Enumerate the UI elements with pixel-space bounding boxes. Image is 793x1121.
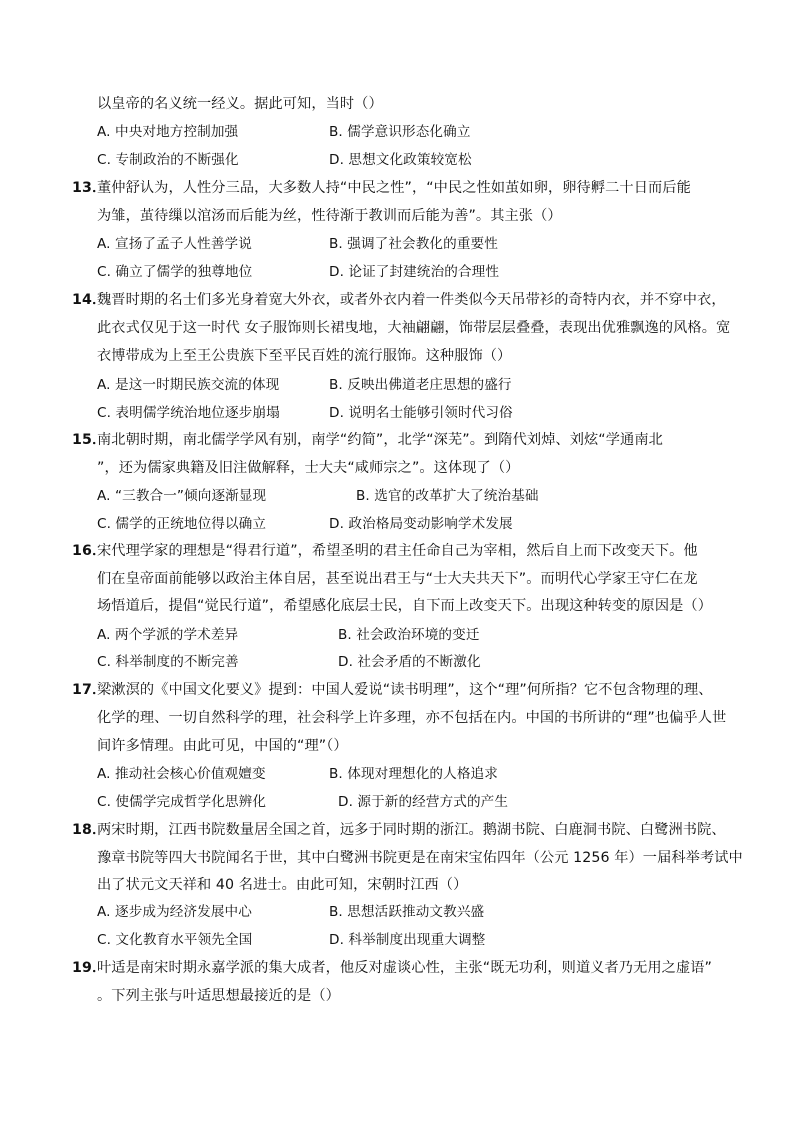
question-17-option-d: D. 源于新的经营方式的产生 [338,794,509,810]
question-13-option-a: A. 宣扬了孟子人性善学说 [97,236,252,252]
question-15-option-d: D. 政治格局变动影响学术发展 [329,516,513,532]
question-15-option-c: C. 儒学的正统地位得以确立 [97,516,267,532]
question-13-stem-line-1: 董仲舒认为，人性分三品，大多数人持“中民之性”，“中民之性如茧如卵，卵待孵二十日而后能 [97,180,691,196]
question-13-option-d: D. 论证了封建统治的合理性 [329,264,500,280]
question-14-option-d: D. 说明名士能够引领时代习俗 [329,405,513,421]
question-12-option-d: D. 思想文化政策较宽松 [329,152,472,168]
question-12-option-b: B. 儒学意识形态化确立 [329,124,471,140]
question-18-stem-line-3: 出了状元文天祥和 40 名进士。由此可知，宋朝时江西（） [97,877,468,893]
question-17-stem-line-3: 间许多情理。由此可见，中国的“理”（） [97,738,348,754]
question-14-stem-line-1: 魏晋时期的名士们多光身着宽大外衣，或者外衣内着一件类似今天吊带衫的奇特内衣，并不穿中衣， [97,292,726,308]
question-19-number: 19． [72,960,107,976]
question-14-stem-line-3: 衣博带成为上至王公贵族下至平民百姓的流行服饰。这种服饰（） [97,348,512,364]
question-15-stem-line-2: ”，还为儒家典籍及旧注做解释，士大夫“咸师宗之”。这体现了（） [97,460,520,476]
question-13-option-b: B. 强调了社会教化的重要性 [329,236,498,252]
question-18-stem-line-1: 两宋时期，江西书院数量居全国之首，远多于同时期的浙江。鹅湖书院、白鹿洞书院、白鹭洲书院、 [97,822,726,838]
question-16-stem-line-1: 宋代理学家的理想是“得君行道”，希望圣明的君主任命自己为宰相，然后自上而下改变天下。他 [97,543,698,559]
question-14-option-b: B. 反映出佛道老庄思想的盛行 [329,377,512,393]
question-16-option-b: B. 社会政治环境的变迁 [338,627,480,643]
question-13-number: 13． [72,180,107,196]
question-16-stem-line-2: 们在皇帝面前能够以政治主体自居，甚至说出君王与“士大夫共天下”。而明代心学家王守仁在龙 [97,571,698,587]
question-13-stem-line-2: 为雏，茧待缫以涫汤而后能为丝，性待渐于教训而后能为善”。其主张（） [97,208,562,224]
question-14-number: 14． [72,292,107,308]
question-17-number: 17． [72,682,107,698]
question-18-option-c: C. 文化教育水平领先全国 [97,932,253,948]
question-12-option-a: A. 中央对地方控制加强 [97,124,239,140]
question-13-option-c: C. 确立了儒学的独尊地位 [97,264,253,280]
question-19-stem-line-1: 叶适是南宋时期永嘉学派的集大成者，他反对虚谈心性，主张“既无功利，则道义者乃无用之虚语” [97,960,712,976]
question-18-option-b: B. 思想活跃推动文教兴盛 [329,904,485,920]
question-19-stem-line-2: 。下列主张与叶适思想最接近的是（） [97,988,340,1004]
question-17-stem-line-1: 梁漱溟的《中国文化要义》提到：中国人爱说“读书明理”，这个“理”何所指？它不包含物理的理、 [97,682,713,698]
question-18-number: 18． [72,822,107,838]
question-15-option-b: B. 选官的改革扩大了统治基础 [356,488,539,504]
question-18-option-a: A. 逐步成为经济发展中心 [97,904,252,920]
question-14-option-c: C. 表明儒学统治地位逐步崩塌 [97,405,280,421]
question-15-stem-line-1: 南北朝时期，南北儒学学风有别，南学“约简”，北学“深芜”。到隋代刘焯、刘炫“学通南北 [97,432,663,448]
question-16-stem-line-3: 场悟道后，提倡“觉民行道”，希望感化底层士民，自下而上改变天下。出现这种转变的原因是（） [97,598,712,614]
question-17-option-a: A. 推动社会核心价值观嬗变 [97,766,266,782]
question-15-number: 15． [72,432,107,448]
question-14-option-a: A. 是这一时期民族交流的体现 [97,377,280,393]
question-16-option-c: C. 科举制度的不断完善 [97,654,239,670]
question-16-option-a: A. 两个学派的学术差异 [97,627,239,643]
question-17-stem-line-2: 化学的理、一切自然科学的理，社会科学上许多理，亦不包括在内。中国的书所讲的“理”也偏乎人世 [97,710,727,726]
question-16-option-d: D. 社会矛盾的不断激化 [338,654,481,670]
question-16-number: 16． [72,543,107,559]
question-17-option-b: B. 体现对理想化的人格追求 [329,766,498,782]
question-18-stem-line-2: 豫章书院等四大书院闻名于世，其中白鹭洲书院更是在南宋宝佑四年（公元 1256 年）一届科举考试中 [97,850,743,866]
question-17-option-c: C. 使儒学完成哲学化思辨化 [97,794,267,810]
question-15-option-a: A. “三教合一”倾向逐渐显现 [97,488,267,504]
question-18-option-d: D. 科举制度出现重大调整 [329,932,486,948]
question-12-stem-line-1: 以皇帝的名义统一经义。据此可知，当时（） [97,96,383,112]
question-14-stem-line-2: 此衣式仅见于这一时代 女子服饰则长裙曳地，大袖翩翩，饰带层层叠叠，表现出优雅飘逸的风格。宽 [97,320,731,336]
question-12-option-c: C. 专制政治的不断强化 [97,152,239,168]
